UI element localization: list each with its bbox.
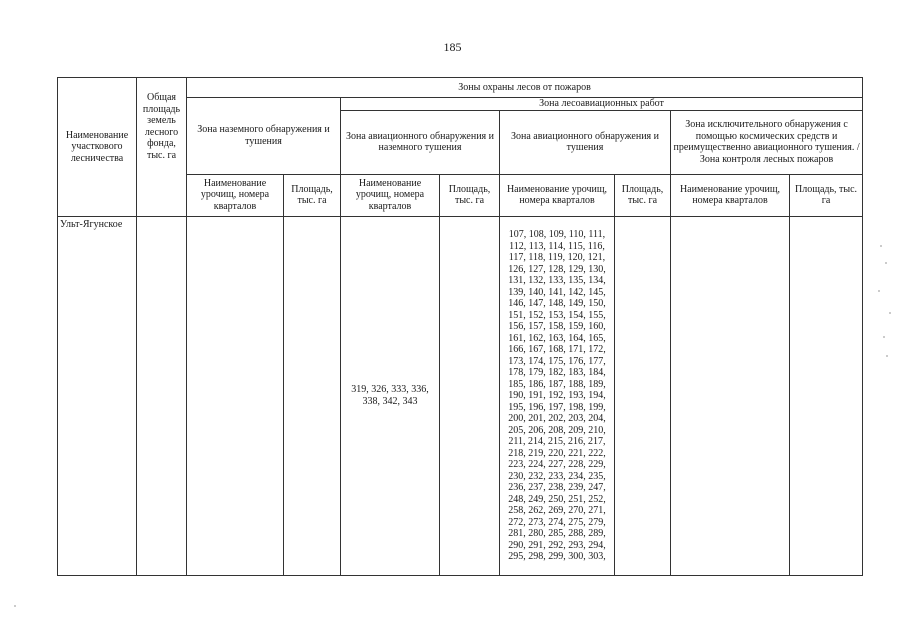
header-total-area: Общая площадь земель лесного фонда, тыс. га [137,78,187,217]
page-number: 185 [443,40,462,54]
aviation-ground-area-value [440,216,500,576]
header-name: Наименование участкового лесничества [58,78,137,217]
table-row [58,216,863,576]
aviation-ground-tracts-value: 319, 326, 333, 336, 338, 342, 343 [341,216,440,576]
header-space-zone: Зона исключительного обнаружения с помощью космических средств и преимущественно авиационного тушения. / Зона контроля лесных пожаров [671,110,863,174]
ground-area-value [284,216,341,576]
scan-speck [885,262,887,264]
scan-speck [880,245,882,247]
header-aviation-ground-area: Площадь, тыс. га [440,174,500,216]
scan-speck [886,355,888,357]
scan-speck [878,290,880,292]
header-aviation-ground-zone: Зона авиационного обнаружения и наземного тушения [341,110,500,174]
header-aviation-zone: Зона авиационного обнаружения и тушения [500,110,671,174]
header-ground-zone: Зона наземного обнаружения и тушения [187,98,341,175]
scan-speck [889,312,891,314]
fire-zones-table [57,77,863,576]
header-space-area: Площадь, тыс. га [790,174,863,216]
header-aviation-area: Площадь, тыс. га [615,174,671,216]
ground-tracts-value [187,216,284,576]
forestry-name: Ульт-Ягунское [58,216,137,576]
scan-speck [14,605,16,607]
scan-speck [883,336,885,338]
header-ground-tracts: Наименование урочищ, номера кварталов [187,174,284,216]
header-aviation-tracts: Наименование урочищ, номера кварталов [500,174,615,216]
total-area-value [137,216,187,576]
aviation-tracts-value: 107, 108, 109, 110, 111, 112, 113, 114, 115, 116, 117, 118, 119, 120, 121, 126, 127, 128, 129, 130, 131, 132, 133, 135, 134, 139, 140, 141, 142, 145, 146, 147, 148, 149, 150, 151, 152, 153, 154, 155, 156, 157, 158, 159, 160, 161, 162, 163, 164, 165, 166, 167, 168, 171, 172, 173, 174, 175, 176, 177, 178, 179, 182, 183, 184, 185, 186, 187, 188, 189, 190, 191, 192, 193, 194, 195, 196, 197, 198, 199, 200, 201, 202, 203, 204, 205, 206, 208, 209, 210, 211, 214, 215, 216, 217, 218, 219, 220, 221, 222, 223, 224, 227, 228, 229, 230, 232, 233, 234, 235, 236, 237, 238, 239, 247, 248, 249, 250, 251, 252, 258, 262, 269, 270, 271, 272, 273, 274, 275, 279, 281, 280, 285, 288, 289, 290, 291, 292, 293, 294, 295, 298, 299, 300, 303, [500,216,615,576]
header-space-tracts: Наименование урочищ, номера кварталов [671,174,790,216]
aviation-area-value [615,216,671,576]
header-zones: Зоны охраны лесов от пожаров [187,78,863,98]
space-tracts-value [671,216,790,576]
space-area-value [790,216,863,576]
header-aviation-ground-tracts: Наименование урочищ, номера кварталов [341,174,440,216]
header-aviation-works-zone: Зона лесоавиационных работ [341,98,863,111]
header-ground-area: Площадь, тыс. га [284,174,341,216]
